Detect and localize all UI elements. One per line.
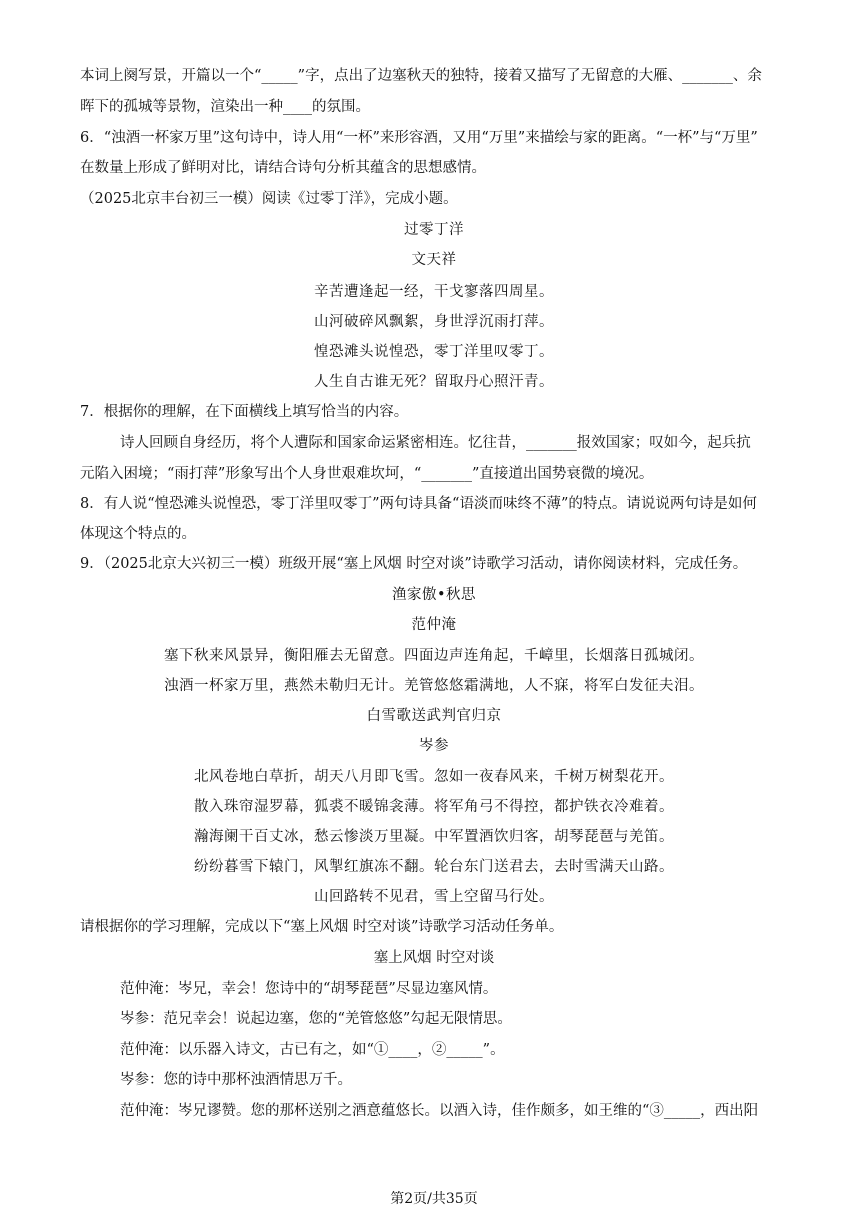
poem-line: 塞下秋来风景异，衡阳雁去无留意。四面边声连角起，千嶂里，长烟落日孤城闭。 bbox=[164, 648, 704, 664]
poem-line: 山回路转不见君，雪上空留马行处。 bbox=[314, 889, 554, 905]
section-intro: （2025北京丰台初三一模）阅读《过零丁洋》，完成小题。 bbox=[80, 191, 458, 207]
dialog-line: 范仲淹：岑兄谬赞。您的那杯送别之酒意蕴悠长。以酒入诗，佳作颇多，如王维的“③_____，西出阳 bbox=[120, 1103, 759, 1119]
poem-line: 瀚海阑干百丈冰，愁云惨淡万里凝。中军置酒饮归客，胡琴琵琶与羌笛。 bbox=[194, 829, 674, 845]
poem-line: 北风卷地白草折，胡天八月即飞雪。忽如一夜春风来，千树万树梨花开。 bbox=[194, 769, 674, 785]
dialog-line: 范仲淹：岑兄，幸会！您诗中的“胡琴琵琶”尽显边塞风情。 bbox=[120, 981, 498, 997]
poem-line: 浊酒一杯家万里，燕然未勒归无计。羌管悠悠霜满地，人不寐，将军白发征夫泪。 bbox=[164, 678, 704, 694]
dialog-title: 塞上风烟 时空对谈 bbox=[373, 950, 495, 966]
question-8: 8．有人说“惶恐滩头说惶恐，零丁洋里叹零丁”两句诗具备“语淡而味终不薄”的特点。请说说两句诗是如何 bbox=[80, 496, 757, 512]
poem-author: 岑参 bbox=[419, 738, 449, 754]
poem-line: 纷纷暮雪下辕门，风掣红旗冻不翻。轮台东门送君去，去时雪满天山路。 bbox=[194, 859, 674, 875]
poem-title: 渔家傲•秋思 bbox=[391, 587, 477, 603]
page-number: 第2页/共35页 bbox=[390, 1191, 478, 1207]
poem-line: 人生自古谁无死？留取丹心照汗青。 bbox=[314, 374, 554, 390]
text-line: 在数量上形成了鲜明对比，请结合诗句分析其蕴含的思想感情。 bbox=[80, 160, 486, 176]
text-line: 诗人回顾自身经历，将个人遭际和国家命运紧密相连。忆往昔，_______报效国家；叹如今，起兵抗 bbox=[120, 435, 751, 451]
dialog-line: 岑参：您的诗中那杯浊酒情思万千。 bbox=[120, 1072, 352, 1088]
question-9: 9．（2025北京大兴初三一模）班级开展“塞上风烟 时空对谈”诗歌学习活动，请你阅读材料，完成任务。 bbox=[80, 556, 748, 572]
poem-title: 白雪歌送武判官归京 bbox=[366, 708, 502, 724]
poem-line: 散入珠帘湿罗幕，狐裘不暖锦衾薄。将军角弓不得控，都护铁衣冷难着。 bbox=[194, 799, 674, 815]
poem-author: 文天祥 bbox=[411, 252, 457, 268]
dialog-line: 范仲淹：以乐器入诗文，古已有之，如“①____，②_____”。 bbox=[120, 1042, 505, 1058]
text-line: 元陷入困境；“雨打萍”形象写出个人身世艰难坎坷，“_______”直接道出国势衰微的境况。 bbox=[80, 466, 654, 482]
poem-line: 惶恐滩头说惶恐，零丁洋里叹零丁。 bbox=[314, 344, 554, 360]
text-line: 本词上阕写景，开篇以一个“_____”字，点出了边塞秋天的独特，接着又描写了无留意的大雁、_______、余 bbox=[80, 68, 762, 84]
poem-author: 范仲淹 bbox=[411, 617, 457, 633]
question-7: 7．根据你的理解，在下面横线上填写恰当的内容。 bbox=[80, 404, 409, 420]
poem-title: 过零丁洋 bbox=[404, 222, 464, 238]
poem-line: 山河破碎风飘絮，身世浮沉雨打萍。 bbox=[314, 314, 554, 330]
text-line: 晖下的孤城等景物，渲染出一种____的氛围。 bbox=[80, 99, 370, 115]
poem-line: 辛苦遭逢起一经，干戈寥落四周星。 bbox=[314, 284, 554, 300]
task-intro: 请根据你的学习理解，完成以下“塞上风烟 时空对谈”诗歌学习活动任务单。 bbox=[80, 919, 564, 935]
dialog-line: 岑参：范兄幸会！说起边塞，您的“羌管悠悠”勾起无限情思。 bbox=[120, 1011, 512, 1027]
question-6: 6．“浊酒一杯家万里”这句诗中，诗人用“一杯”来形容酒，又用“万里”来描绘与家的距离。“一杯”与“万里” bbox=[80, 130, 758, 146]
text-line: 体现这个特点的。 bbox=[80, 526, 196, 542]
